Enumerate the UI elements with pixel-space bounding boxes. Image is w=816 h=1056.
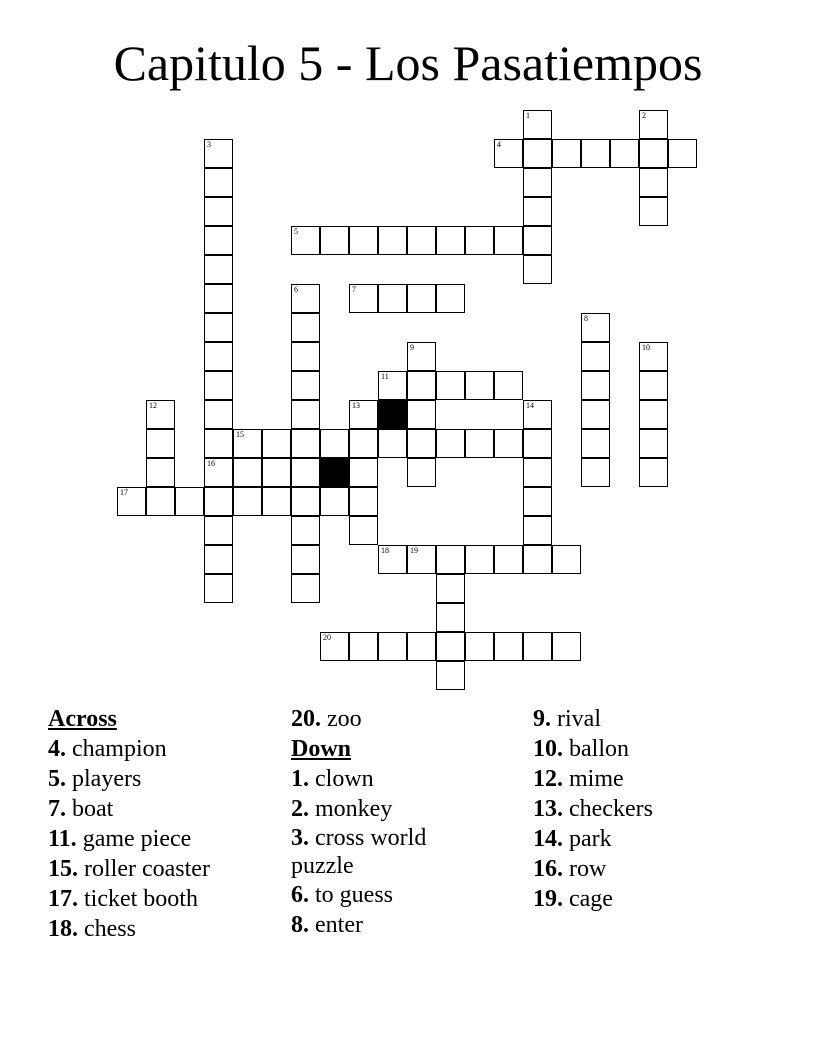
grid-cell[interactable] xyxy=(204,226,233,255)
grid-cell[interactable] xyxy=(523,197,552,226)
grid-cell[interactable] xyxy=(146,458,175,487)
grid-cell[interactable] xyxy=(262,429,291,458)
clues-column-3 xyxy=(533,704,773,914)
clue-down-13 xyxy=(533,794,773,824)
clue-text: cross world puzzle xyxy=(291,825,427,879)
grid-cell[interactable] xyxy=(204,516,233,545)
grid-cell[interactable] xyxy=(204,574,233,603)
grid-cell[interactable] xyxy=(291,458,320,487)
grid-cell[interactable] xyxy=(349,632,378,661)
grid-cell[interactable] xyxy=(523,487,552,516)
grid-cell[interactable] xyxy=(349,458,378,487)
clue-number-label: 11 xyxy=(381,372,389,381)
clue-number-label: 13 xyxy=(352,401,360,410)
clue-down-1 xyxy=(291,764,471,794)
grid-cell[interactable] xyxy=(407,632,436,661)
grid-cell[interactable] xyxy=(523,255,552,284)
clue-number-label: 14 xyxy=(526,401,534,410)
grid-cell[interactable] xyxy=(291,313,320,342)
clue-text: mime xyxy=(569,766,624,792)
grid-cell[interactable] xyxy=(204,197,233,226)
grid-cell[interactable] xyxy=(349,487,378,516)
clue-across-17 xyxy=(48,884,283,914)
grid-cell[interactable] xyxy=(523,545,552,574)
clue-across-7 xyxy=(48,794,283,824)
clue-down-2 xyxy=(291,794,471,824)
clues-column-2 xyxy=(291,704,471,940)
clue-number-label: 7 xyxy=(352,285,356,294)
clue-number: 16. xyxy=(533,856,563,882)
grid-cell[interactable] xyxy=(378,429,407,458)
grid-cell[interactable] xyxy=(494,371,523,400)
grid-cell[interactable] xyxy=(349,516,378,545)
clue-number-label: 20 xyxy=(323,633,331,642)
clue-number-label: 19 xyxy=(410,546,418,555)
clue-across-11 xyxy=(48,824,283,854)
grid-cell[interactable] xyxy=(378,226,407,255)
grid-cell[interactable] xyxy=(204,429,233,458)
clues-column-1 xyxy=(48,704,283,944)
grid-cell[interactable] xyxy=(291,574,320,603)
clue-number-label: 12 xyxy=(149,401,157,410)
grid-cell[interactable] xyxy=(407,284,436,313)
grid-cell[interactable] xyxy=(523,458,552,487)
clue-text: champion xyxy=(72,736,167,762)
clue-number: 20. xyxy=(291,706,321,732)
grid-cell[interactable] xyxy=(668,139,697,168)
grid-cell[interactable] xyxy=(291,429,320,458)
grid-cell[interactable] xyxy=(639,371,668,400)
grid-cell[interactable] xyxy=(552,139,581,168)
grid-cell[interactable] xyxy=(639,197,668,226)
clue-text: rival xyxy=(557,706,601,732)
grid-cell[interactable] xyxy=(204,371,233,400)
clue-text: ballon xyxy=(569,736,629,762)
grid-cell[interactable] xyxy=(407,371,436,400)
grid-cell[interactable] xyxy=(204,487,233,516)
clue-across-20 xyxy=(291,704,471,734)
clue-number-label: 9 xyxy=(410,343,414,352)
clue-across-4 xyxy=(48,734,283,764)
clue-text: row xyxy=(569,856,607,882)
clue-text: park xyxy=(569,826,612,852)
clue-number: 8. xyxy=(291,912,309,938)
grid-cell[interactable] xyxy=(523,226,552,255)
grid-cell[interactable] xyxy=(639,400,668,429)
grid-cell[interactable] xyxy=(320,487,349,516)
clue-text: players xyxy=(72,766,142,792)
grid-cell[interactable] xyxy=(581,429,610,458)
grid-cell[interactable] xyxy=(465,371,494,400)
clue-down-14 xyxy=(533,824,773,854)
clue-number-label: 5 xyxy=(294,227,298,236)
clue-text: monkey xyxy=(315,796,393,822)
grid-cell[interactable] xyxy=(204,168,233,197)
grid-cell[interactable] xyxy=(436,429,465,458)
clue-text: boat xyxy=(72,796,114,822)
clue-number: 4. xyxy=(48,736,66,762)
clue-number-label: 8 xyxy=(584,314,588,323)
grid-cell[interactable] xyxy=(291,545,320,574)
grid-cell[interactable] xyxy=(204,284,233,313)
grid-cell[interactable] xyxy=(146,429,175,458)
clue-text: zoo xyxy=(327,706,362,732)
grid-cell[interactable] xyxy=(494,429,523,458)
grid-cell[interactable] xyxy=(204,342,233,371)
clue-across-5 xyxy=(48,764,283,794)
grid-cell[interactable] xyxy=(494,226,523,255)
grid-cell[interactable] xyxy=(639,139,668,168)
clue-down-10 xyxy=(533,734,773,764)
grid-cell[interactable] xyxy=(494,545,523,574)
grid-cell[interactable] xyxy=(204,313,233,342)
clue-text: game piece xyxy=(82,826,192,852)
grid-cell[interactable] xyxy=(494,632,523,661)
grid-cell[interactable] xyxy=(523,632,552,661)
clue-number-label: 17 xyxy=(120,488,128,497)
grid-cell[interactable] xyxy=(436,661,465,690)
clue-text: checkers xyxy=(569,796,653,822)
grid-cell[interactable] xyxy=(262,458,291,487)
grid-cell[interactable] xyxy=(639,458,668,487)
grid-cell[interactable] xyxy=(146,487,175,516)
grid-cell[interactable] xyxy=(291,342,320,371)
grid-cell[interactable] xyxy=(407,226,436,255)
clue-number-label: 6 xyxy=(294,285,298,294)
grid-cell[interactable] xyxy=(378,632,407,661)
grid-cell[interactable] xyxy=(407,458,436,487)
grid-cell[interactable] xyxy=(349,226,378,255)
clue-number-label: 3 xyxy=(207,140,211,149)
grid-cell[interactable] xyxy=(465,226,494,255)
grid-cell[interactable] xyxy=(407,400,436,429)
clue-number-label: 2 xyxy=(642,111,646,120)
grid-cell[interactable] xyxy=(523,168,552,197)
grid-cell[interactable] xyxy=(639,429,668,458)
grid-cell[interactable] xyxy=(581,139,610,168)
clue-down-8 xyxy=(291,910,471,940)
clue-number-label: 18 xyxy=(381,546,389,555)
grid-cell[interactable] xyxy=(204,545,233,574)
page-title: Capitulo 5 - Los Pasatiempos xyxy=(113,35,703,91)
grid-cell[interactable] xyxy=(581,458,610,487)
clue-number: 10. xyxy=(533,736,563,762)
grid-cell[interactable] xyxy=(581,342,610,371)
grid-cell[interactable] xyxy=(465,632,494,661)
clue-number: 11. xyxy=(48,826,77,852)
grid-cell[interactable] xyxy=(552,545,581,574)
clue-text: cage xyxy=(569,886,613,912)
clue-number-label: 4 xyxy=(497,140,501,149)
grid-cell[interactable] xyxy=(378,284,407,313)
clue-number-label: 10 xyxy=(642,343,650,352)
grid-cell[interactable] xyxy=(581,371,610,400)
grid-cell[interactable] xyxy=(523,429,552,458)
clue-across-18 xyxy=(48,914,283,944)
grid-cell[interactable] xyxy=(523,139,552,168)
grid-cell[interactable] xyxy=(175,487,204,516)
grid-cell[interactable] xyxy=(262,487,291,516)
clue-number-label: 1 xyxy=(526,111,530,120)
clue-text: enter xyxy=(315,912,363,938)
grid-cell[interactable] xyxy=(436,545,465,574)
grid-cell[interactable] xyxy=(610,139,639,168)
grid-cell[interactable] xyxy=(436,226,465,255)
black-square xyxy=(320,458,349,487)
clue-number: 5. xyxy=(48,766,66,792)
clue-number: 18. xyxy=(48,916,78,942)
grid-cell[interactable] xyxy=(639,168,668,197)
clue-down-6 xyxy=(291,880,471,910)
grid-cell[interactable] xyxy=(465,429,494,458)
clue-number: 17. xyxy=(48,886,78,912)
clue-number: 6. xyxy=(291,882,309,908)
grid-cell[interactable] xyxy=(436,603,465,632)
clue-text: clown xyxy=(315,766,374,792)
grid-cell[interactable] xyxy=(291,400,320,429)
grid-cell[interactable] xyxy=(291,487,320,516)
grid-cell[interactable] xyxy=(436,371,465,400)
clue-text: roller coaster xyxy=(84,856,210,882)
clue-number: 12. xyxy=(533,766,563,792)
grid-cell[interactable] xyxy=(204,400,233,429)
grid-cell[interactable] xyxy=(349,429,378,458)
grid-cell[interactable] xyxy=(465,545,494,574)
clue-number: 19. xyxy=(533,886,563,912)
grid-cell[interactable] xyxy=(320,226,349,255)
grid-cell[interactable] xyxy=(291,516,320,545)
clue-down-12 xyxy=(533,764,773,794)
clue-down-9 xyxy=(533,704,773,734)
clue-across-15 xyxy=(48,854,283,884)
clue-text: ticket booth xyxy=(84,886,198,912)
clue-down-19 xyxy=(533,884,773,914)
clue-number: 9. xyxy=(533,706,551,732)
clue-number: 2. xyxy=(291,796,309,822)
grid-cell[interactable] xyxy=(204,255,233,284)
grid-cell[interactable] xyxy=(320,429,349,458)
grid-cell[interactable] xyxy=(436,574,465,603)
grid-cell[interactable] xyxy=(233,487,262,516)
grid-cell[interactable] xyxy=(436,284,465,313)
across-heading: Across xyxy=(48,706,117,732)
clue-number: 13. xyxy=(533,796,563,822)
grid-cell[interactable] xyxy=(523,516,552,545)
clue-text: to guess xyxy=(315,882,393,908)
down-heading: Down xyxy=(291,736,352,762)
clue-number-label: 15 xyxy=(236,430,244,439)
clue-number-label: 16 xyxy=(207,459,215,468)
grid-cell[interactable] xyxy=(291,371,320,400)
grid-cell[interactable] xyxy=(233,458,262,487)
grid-cell[interactable] xyxy=(581,400,610,429)
clue-text: chess xyxy=(84,916,136,942)
clue-number: 14. xyxy=(533,826,563,852)
clue-number: 7. xyxy=(48,796,66,822)
grid-cell[interactable] xyxy=(436,632,465,661)
clue-number: 1. xyxy=(291,766,309,792)
clue-number: 15. xyxy=(48,856,78,882)
grid-cell[interactable] xyxy=(552,632,581,661)
grid-cell[interactable] xyxy=(407,429,436,458)
clue-down-3 xyxy=(291,824,471,880)
black-square xyxy=(378,400,407,429)
clue-number: 3. xyxy=(291,825,309,851)
clue-down-16 xyxy=(533,854,773,884)
